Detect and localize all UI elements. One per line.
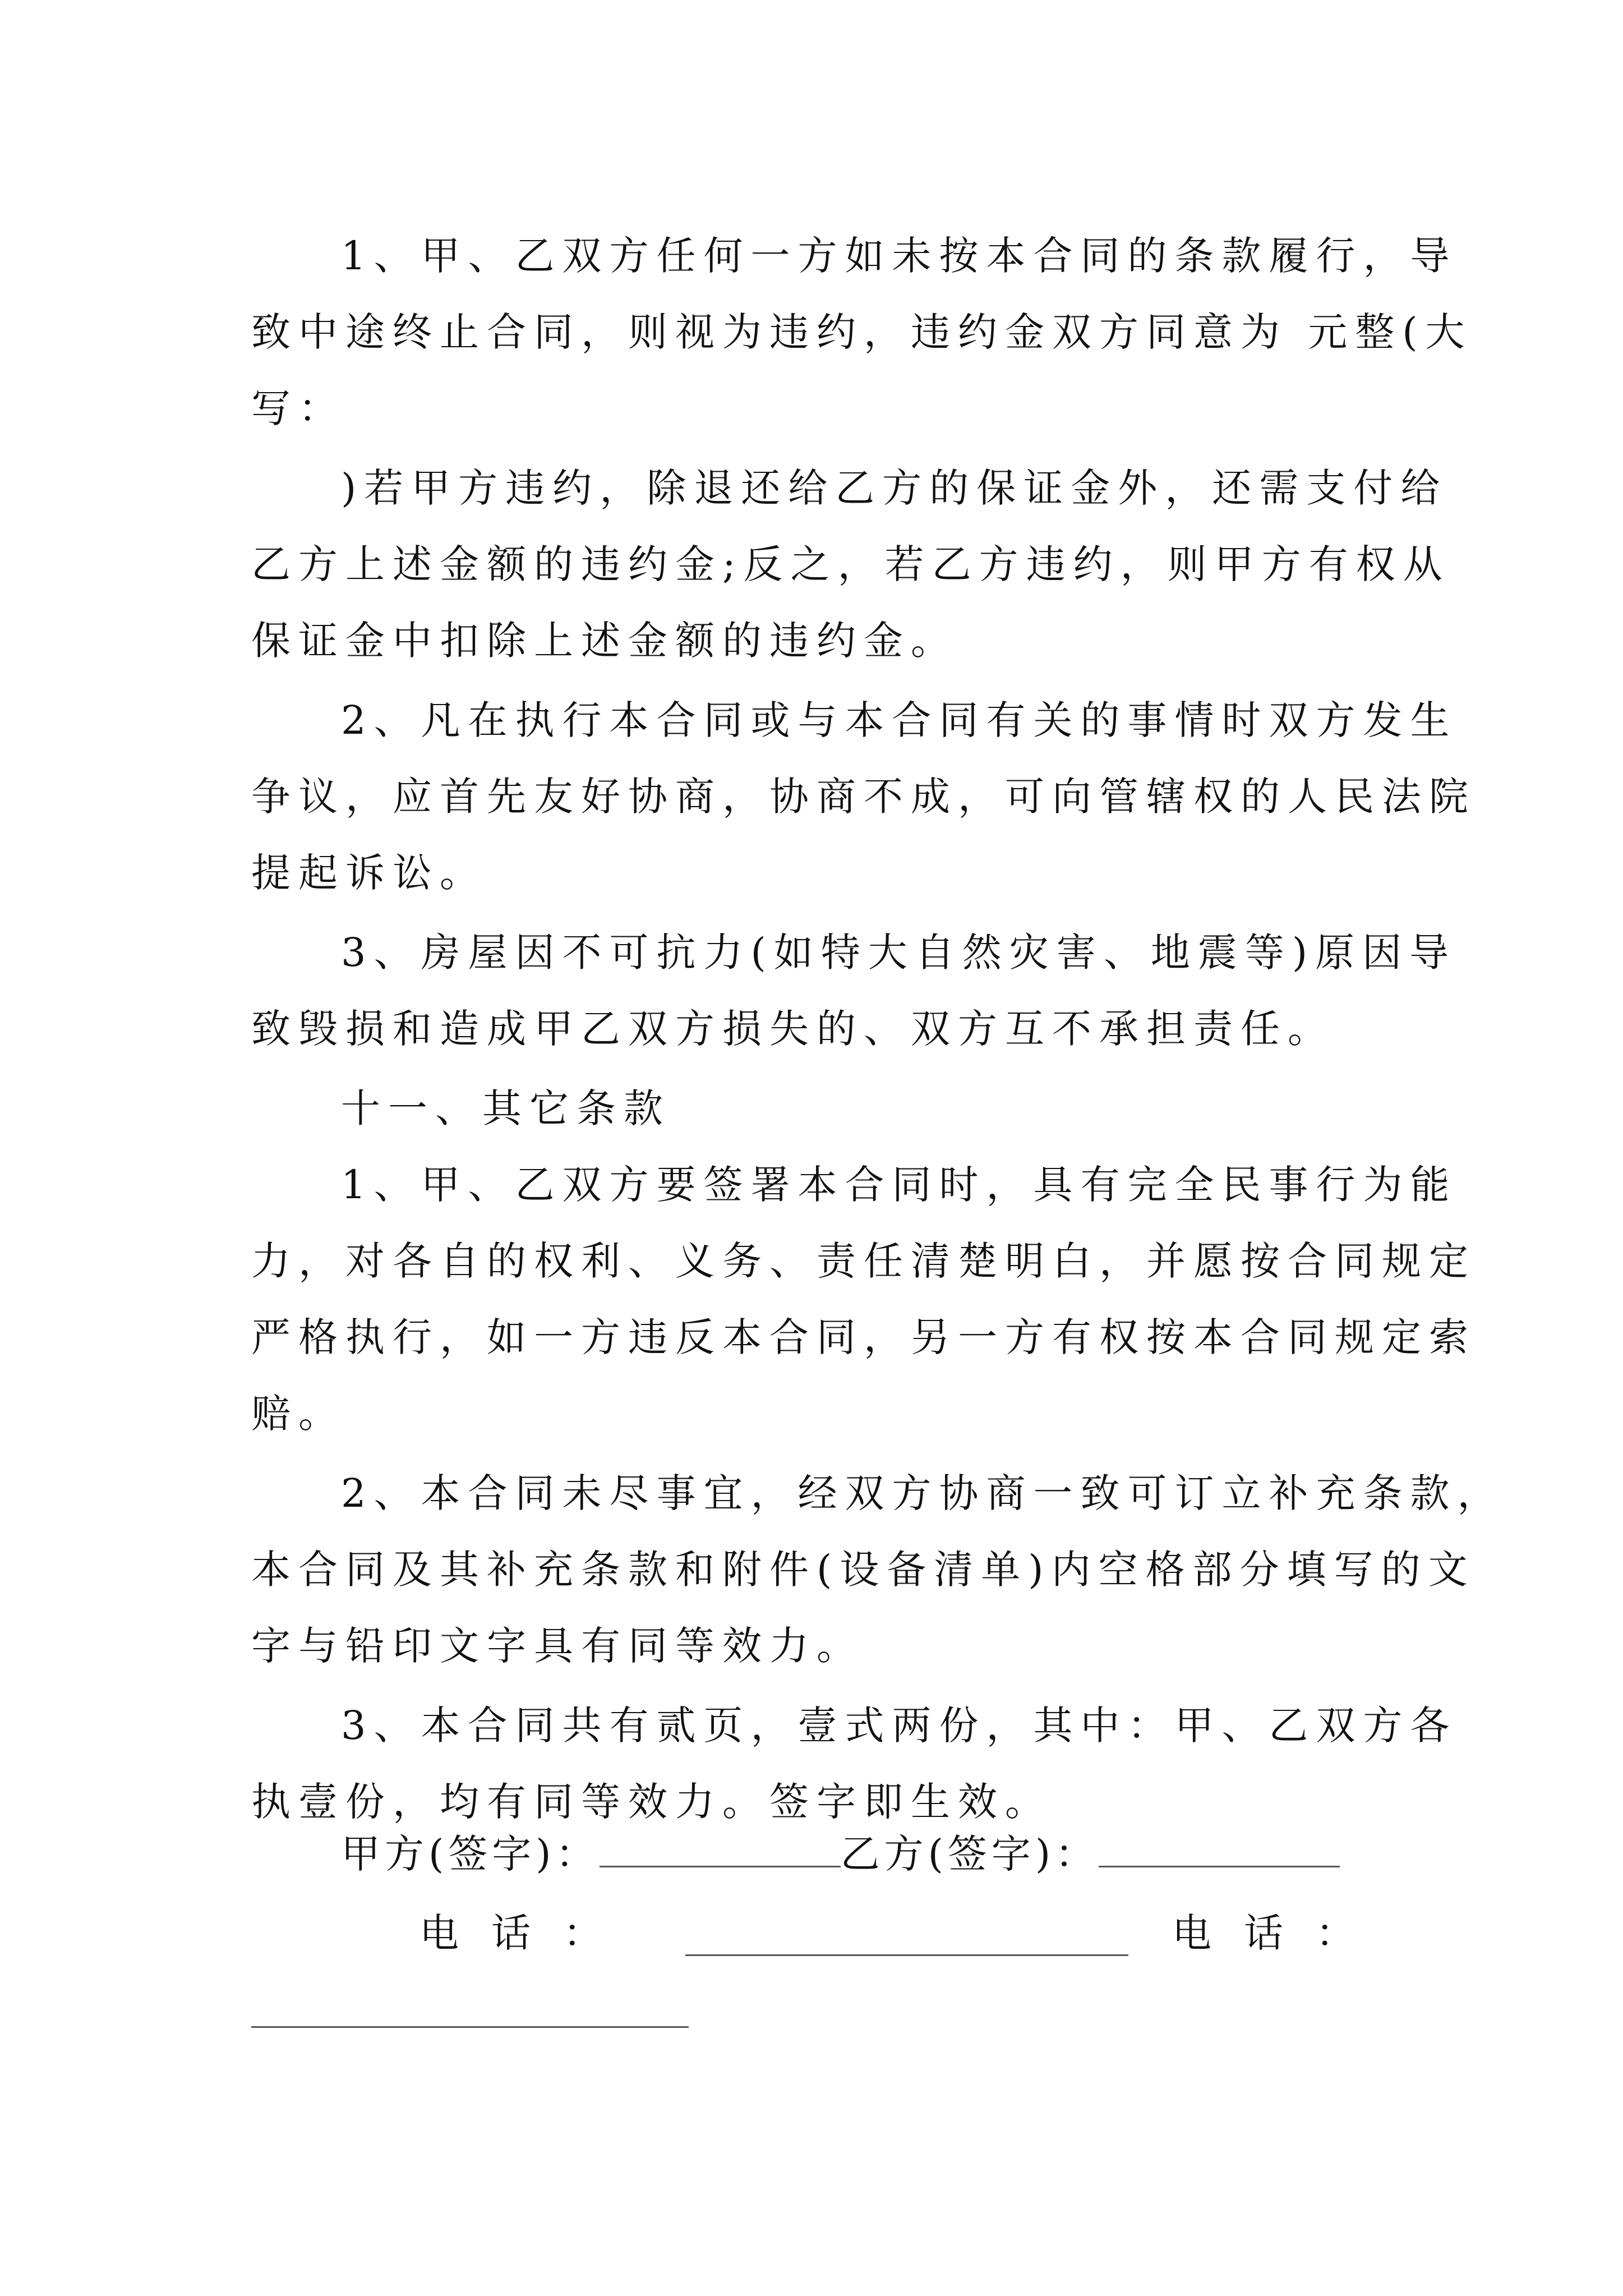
party-a-phone-field[interactable] xyxy=(685,1954,1128,1956)
paragraph-line: 致毁损和造成甲乙双方损失的、双方互不承担责任。 xyxy=(251,1006,1335,1052)
signature-row xyxy=(341,1816,1340,1892)
section-heading: 十一、其它条款 xyxy=(341,1085,671,1131)
paragraph-line: 乙方上述金额的违约金;反之，若乙方违约，则甲方有权从 xyxy=(251,541,1450,587)
paragraph-line: 力，对各自的权利、义务、责任清楚明白，并愿按合同规定 xyxy=(251,1238,1476,1284)
paragraph-line: 赔。 xyxy=(251,1391,345,1437)
party-a-phone-label: 电话： xyxy=(419,1910,635,1956)
paragraph-line: 本合同及其补充条款和附件(设备清单)内空格部分填写的文 xyxy=(251,1547,1476,1593)
party-b-phone-label: 电话： xyxy=(1172,1910,1387,1956)
paragraph-line: 3、本合同共有贰页，壹式两份，其中：甲、乙双方各 xyxy=(341,1703,1458,1749)
paragraph-line: 写： xyxy=(251,385,345,431)
paragraph-line: 严格执行，如一方违反本合同，另一方有权按本合同规定索 xyxy=(251,1314,1476,1360)
paragraph-line: 1、甲、乙双方任何一方如未按本合同的条款履行，导 xyxy=(341,233,1458,279)
party-b-signature-label: 乙方(签字)： xyxy=(840,1831,1099,1877)
party-a-signature-field[interactable] xyxy=(600,1843,841,1867)
paragraph-line: )若甲方违约，除退还给乙方的保证金外，还需支付给 xyxy=(341,465,1448,511)
party-b-signature-field[interactable] xyxy=(1099,1843,1340,1867)
party-a-signature-label: 甲方(签字)： xyxy=(341,1831,600,1877)
paragraph-line: 2、凡在执行本合同或与本合同有关的事情时双方发生 xyxy=(341,697,1458,743)
paragraph-line: 2、本合同未尽事宜，经双方协商一致可订立补充条款， xyxy=(341,1470,1505,1516)
paragraph-line: 提起诉讼。 xyxy=(251,850,487,896)
party-b-phone-field[interactable] xyxy=(251,2026,689,2028)
paragraph-line: 致中途终止合同，则视为违约，违约金双方同意为 元整(大 xyxy=(251,309,1473,355)
paragraph-line: 执壹份，均有同等效力。签字即生效。 xyxy=(251,1779,1052,1825)
contract-body xyxy=(251,218,1505,1840)
paragraph-line: 字与铅印文字具有同等效力。 xyxy=(251,1623,864,1669)
paragraph-line: 争议，应首先友好协商，协商不成，可向管辖权的人民法院 xyxy=(251,774,1476,820)
paragraph-line: 1、甲、乙双方要签署本合同时，具有完全民事行为能 xyxy=(341,1162,1458,1208)
paragraph-line: 保证金中扣除上述金额的违约金。 xyxy=(251,618,958,664)
paragraph-line: 3、房屋因不可抗力(如特大自然灾害、地震等)原因导 xyxy=(341,930,1457,976)
